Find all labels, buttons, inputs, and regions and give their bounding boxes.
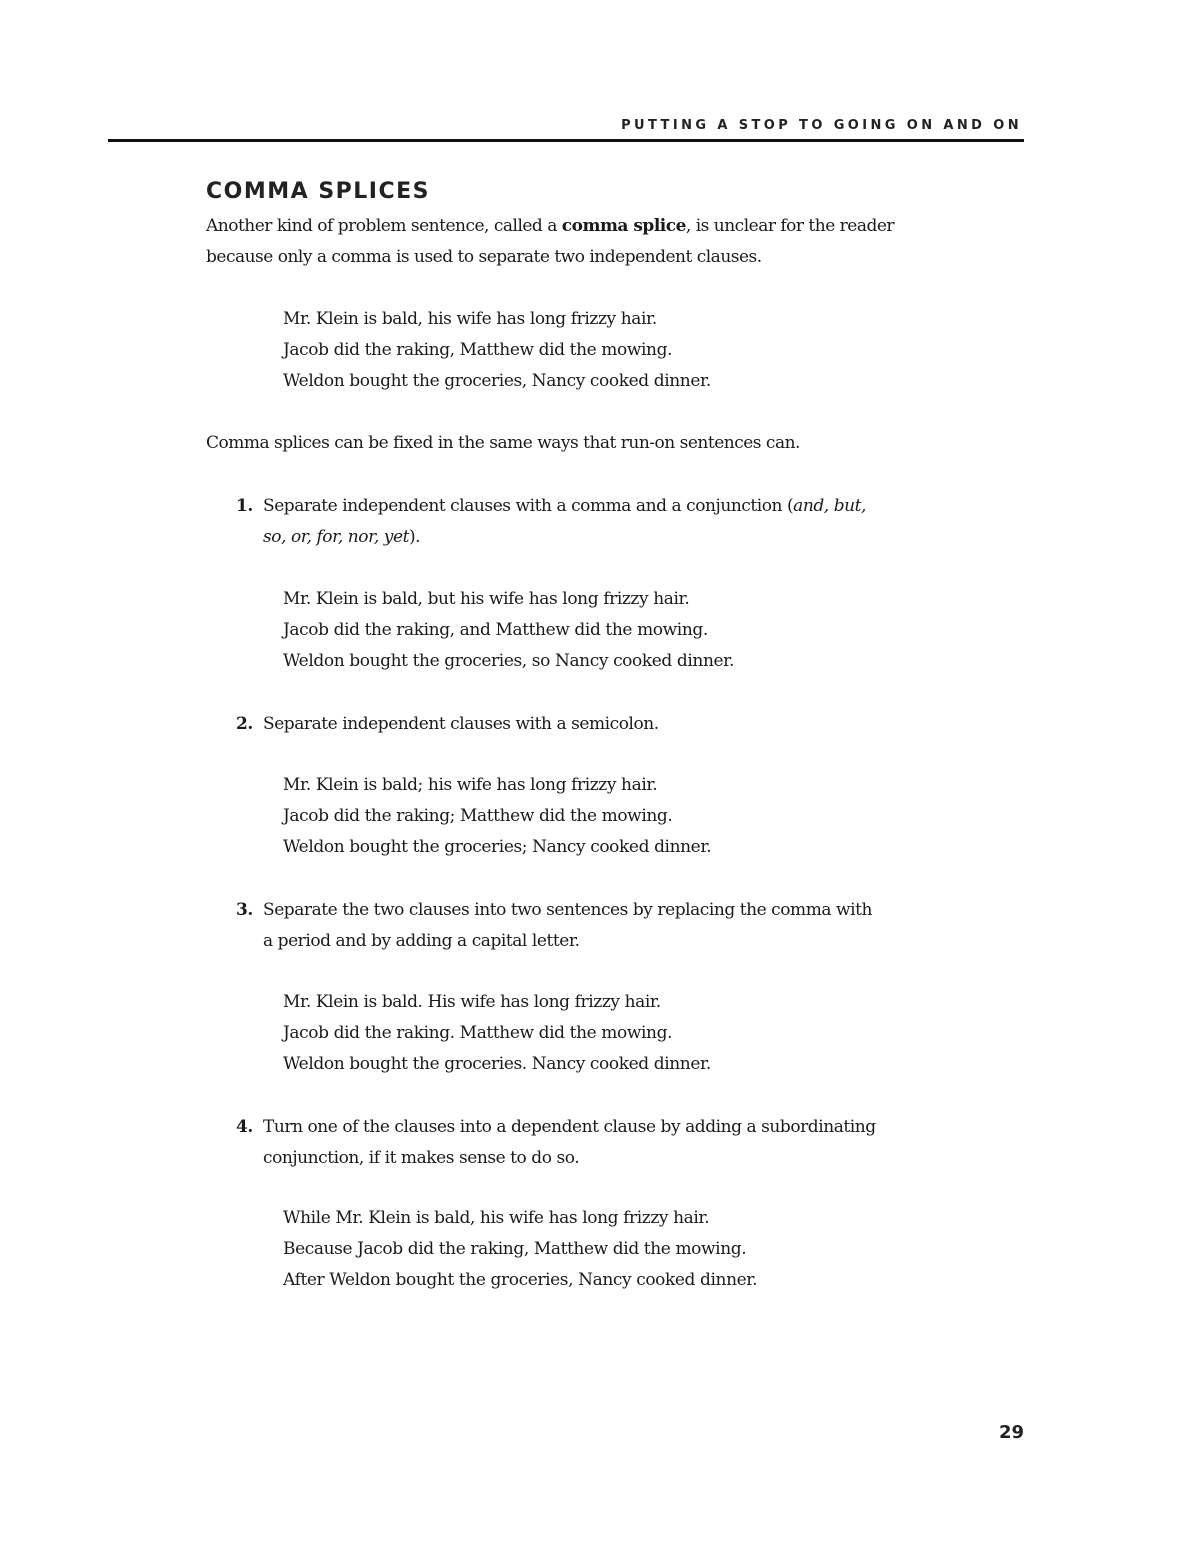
example-sentence: Jacob did the raking; Matthew did the mowing. — [283, 806, 673, 826]
example-sentence: After Weldon bought the groceries, Nancy cooked dinner. — [283, 1270, 758, 1290]
step-text-line2: a period and by adding a capital letter. — [263, 931, 580, 951]
example-sentence: Weldon bought the groceries; Nancy cooked dinner. — [283, 837, 712, 857]
example-sentence: While Mr. Klein is bald, his wife has long frizzy hair. — [283, 1208, 710, 1228]
example-sentence: Because Jacob did the raking, Matthew did the mowing. — [283, 1239, 747, 1259]
step-text — [263, 491, 866, 553]
example-sentence: Jacob did the raking, Matthew did the mowing. — [283, 340, 673, 360]
intro-text-after: , is unclear for the reader — [685, 216, 895, 236]
splice-examples — [283, 304, 711, 397]
example-sentence: Mr. Klein is bald. His wife has long frizzy hair. — [283, 992, 661, 1012]
step-number: 1. — [236, 496, 253, 516]
step-text-line2: conjunction, if it makes sense to do so. — [263, 1148, 580, 1168]
example-sentence: Jacob did the raking. Matthew did the mowing. — [283, 1023, 673, 1043]
step-number: 3. — [236, 900, 253, 920]
step-number: 4. — [236, 1117, 253, 1137]
step-number: 2. — [236, 714, 253, 734]
step-text-plain: Separate independent clauses with a comma and a conjunction ( — [263, 496, 794, 516]
step-1-examples — [283, 584, 734, 677]
example-sentence: Mr. Klein is bald, but his wife has long frizzy hair. — [283, 589, 690, 609]
step-text: Separate independent clauses with a semicolon. — [263, 714, 659, 734]
step-text-italic: so, or, for, nor, yet — [263, 527, 409, 547]
fixes-intro: Comma splices can be fixed in the same ways that run-on sentences can. — [206, 433, 800, 453]
header-rule — [108, 139, 1024, 142]
intro-term: comma splice — [561, 216, 686, 236]
example-sentence: Weldon bought the groceries. Nancy cooked dinner. — [283, 1054, 711, 1074]
step-text — [263, 895, 872, 957]
example-sentence: Mr. Klein is bald, his wife has long frizzy hair. — [283, 309, 657, 329]
step-text — [263, 1112, 876, 1174]
step-text-plain: ). — [408, 527, 421, 547]
step-2-examples — [283, 770, 711, 863]
intro-paragraph — [206, 211, 894, 273]
running-head: PUTTING A STOP TO GOING ON AND ON — [621, 118, 1022, 133]
intro-text-before: Another kind of problem sentence, called a — [206, 216, 562, 236]
step-3-examples — [283, 987, 711, 1080]
example-sentence: Weldon bought the groceries, so Nancy cooked dinner. — [283, 651, 735, 671]
example-sentence: Weldon bought the groceries, Nancy cooked dinner. — [283, 371, 711, 391]
step-text-line1: Turn one of the clauses into a dependent clause by adding a subordinating — [263, 1117, 876, 1137]
page-number: 29 — [998, 1422, 1024, 1443]
section-title: COMMA SPLICES — [206, 179, 431, 204]
step-text-line1: Separate the two clauses into two sentences by replacing the comma with — [263, 900, 872, 920]
example-sentence: Jacob did the raking, and Matthew did the mowing. — [283, 620, 708, 640]
step-4-examples — [283, 1203, 757, 1296]
example-sentence: Mr. Klein is bald; his wife has long frizzy hair. — [283, 775, 658, 795]
intro-text-line2: because only a comma is used to separate two independent clauses. — [206, 247, 762, 267]
step-text-italic: and, but, — [793, 496, 866, 516]
